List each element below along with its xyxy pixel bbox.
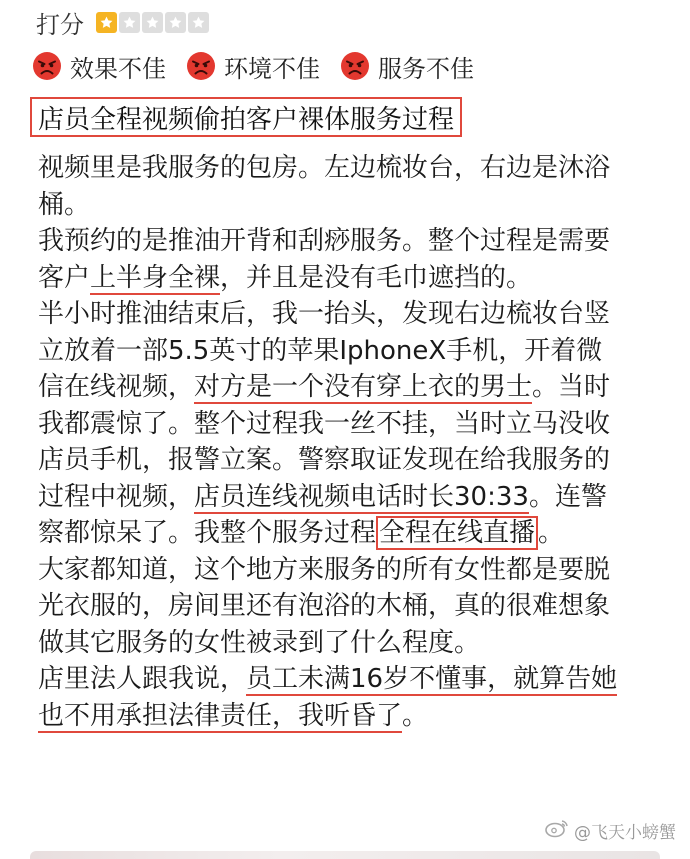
star-empty-icon (119, 12, 140, 33)
highlighted-phrase: 员工未满16岁不懂事，就算告她 (246, 664, 618, 694)
paragraph (38, 150, 663, 223)
highlighted-phrase: 也不用承担法律责任，我听昏了 (38, 700, 403, 731)
watermark-text: @飞天小螃蟹 (574, 823, 676, 843)
text-line: 半小时推油结束后，我一抬头，发现右边梳妆台竖 (38, 299, 611, 329)
text-span: 察都惊呆了。我整个服务过程 (38, 518, 377, 548)
text-line: 立放着一部5.5英寸的苹果IphoneX手机，开着微 (38, 335, 603, 366)
text-span: 。 (402, 700, 429, 731)
weibo-logo-icon (544, 818, 574, 843)
text-line: 桶。 (38, 189, 91, 220)
text-line: 视频里是我服务的包房。左边梳妆台，右边是沐浴 (38, 153, 611, 183)
text-span: 。 (538, 518, 565, 548)
text-span: ，并且是没有毛巾遮挡的。 (220, 262, 533, 293)
text-span: 。连警 (528, 481, 607, 512)
boxed-phrase: 全程在线直播 (376, 516, 538, 550)
next-image-edge (30, 851, 660, 859)
review-headline: 店员全程视频偷拍客户裸体服务过程 (30, 97, 462, 137)
review-tag-label: 服务不佳 (378, 54, 474, 83)
text-line (38, 260, 663, 297)
text-line: 做其它服务的女性被录到了什么程度。 (38, 627, 481, 658)
star-filled-icon (96, 12, 117, 33)
review-body (38, 150, 663, 734)
text-span: 过程中视频， (38, 481, 195, 512)
text-line: 店员手机，报警立案。警察取证发现在给我服务的 (38, 445, 611, 475)
paragraph (38, 223, 663, 296)
text-line (38, 479, 663, 516)
text-span: 客户 (38, 262, 91, 293)
angry-face-icon (32, 51, 70, 81)
text-line: 大家都知道，这个地方来服务的所有女性都是要脱 (38, 554, 611, 585)
text-line (38, 661, 663, 698)
review-tag (186, 49, 320, 84)
paragraph (38, 552, 663, 662)
paragraph (38, 296, 663, 552)
text-span: 店里法人跟我说， (38, 664, 247, 694)
star-rating (96, 12, 209, 33)
highlighted-phrase: 对方是一个没有穿上衣的男士 (194, 372, 533, 402)
review-tag-label: 环境不佳 (224, 54, 320, 83)
star-empty-icon (142, 12, 163, 33)
text-line (38, 369, 663, 406)
text-span: 。当时 (532, 372, 611, 402)
review-tag-label: 效果不佳 (70, 54, 166, 83)
star-empty-icon (165, 12, 186, 33)
text-line: 我预约的是推油开背和刮痧服务。整个过程是需要 (38, 226, 611, 256)
rating-row (36, 2, 209, 42)
rating-label: 打分 (36, 10, 84, 39)
text-line: 光衣服的，房间里还有泡浴的木桶，真的很难想象 (38, 591, 611, 621)
review-tags (32, 44, 494, 88)
review-tag (340, 49, 474, 84)
paragraph (38, 661, 663, 734)
text-span: 信在线视频， (38, 372, 195, 402)
text-line: 我都震惊了。整个过程我一丝不挂，当时立马没收 (38, 408, 611, 439)
highlighted-phrase: 上半身全裸 (90, 262, 221, 293)
text-line (38, 698, 663, 735)
star-empty-icon (188, 12, 209, 33)
angry-face-icon (340, 51, 378, 81)
review-tag (32, 49, 166, 84)
angry-face-icon (186, 51, 224, 81)
highlighted-phrase: 店员连线视频电话时长30:33 (194, 481, 529, 512)
text-line (38, 515, 663, 552)
weibo-watermark (544, 818, 676, 843)
